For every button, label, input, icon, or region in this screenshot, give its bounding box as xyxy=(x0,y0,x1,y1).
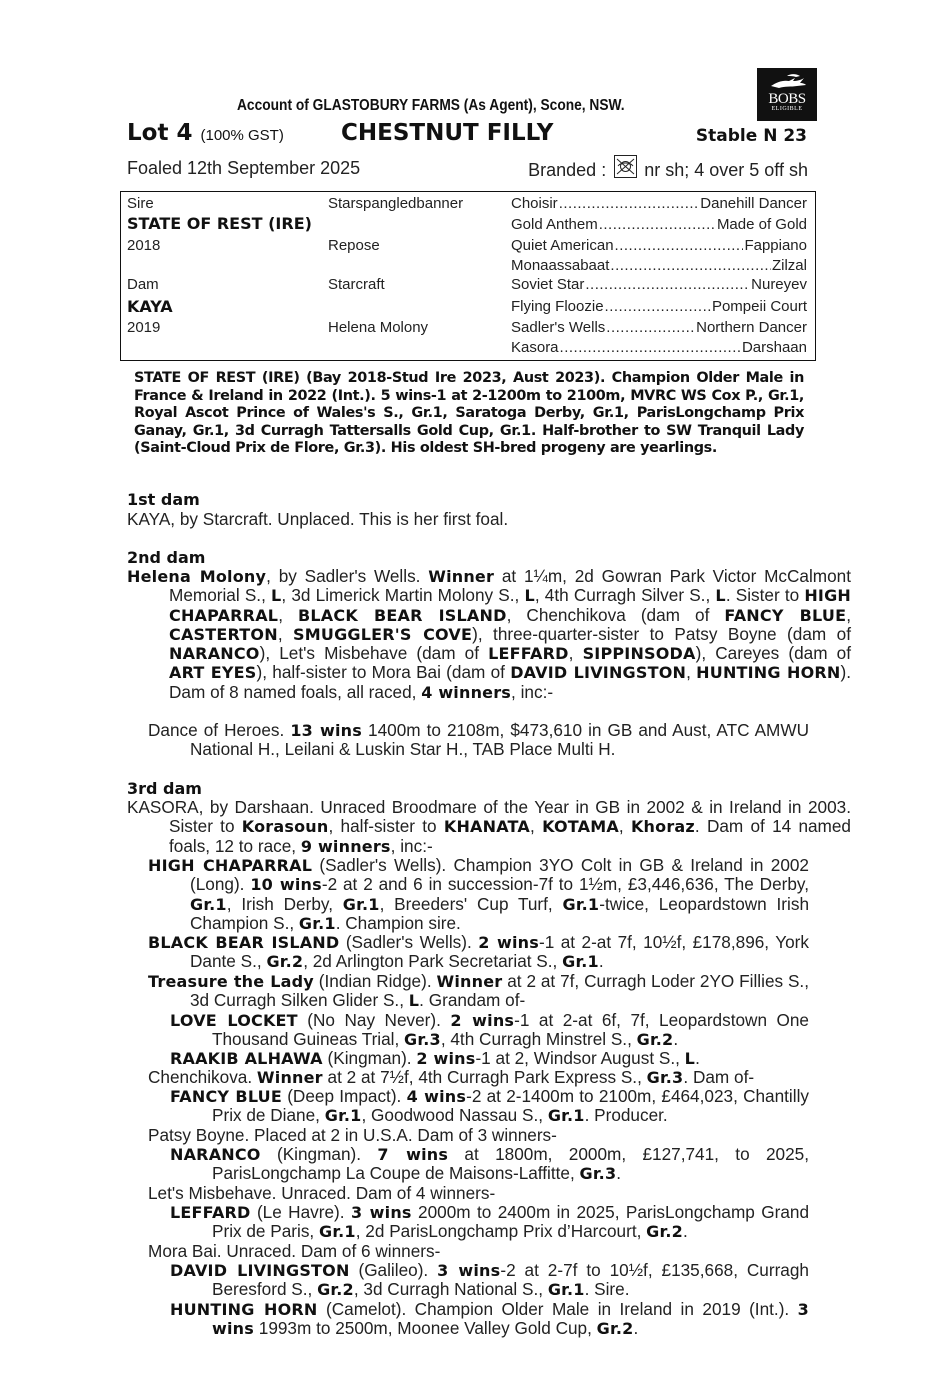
grand-right: Danehill Dancer xyxy=(700,195,807,212)
produce-entry: Treasure the Lady (Indian Ridge). Winner at 2 at 7f, Curragh Loder 2YO Fillies S., 3d Curragh Silken Glider S., L. Grandam of- xyxy=(148,971,809,1011)
sire-sire: Starspangledbanner xyxy=(328,195,464,212)
first-dam-text: KAYA, by Starcraft. Unplaced. This is her first foal. xyxy=(127,509,509,529)
grand-right: Made of Gold xyxy=(716,216,807,233)
grand-right: Darshaan xyxy=(741,339,807,356)
second-dam-text: Helena Molony, by Sadler's Wells. Winner at 1¼m, 2d Gowran Park Victor McCalmont Memorial S., L, 3d Limerick Martin Molony S., L, 4th Curragh Silver S., L. Sister to HIGH CHAPARRAL, BLACK BEAR ISLAND, Chenchikova (dam of FANCY BLUE, CASTERTON, SMUGGLER'S COVE), three-quarter-sister to Patsy Boyne (dam of NARANCO), Let's Misbehave (dam of LEFFARD, SIPPINSODA), Careyes (dam of ART EYES), half-sister to Mora Bai (dam of DAVID LIVINGSTON, HUNTING HORN). Dam of 8 named foals, all raced, 4 winners, inc:- xyxy=(127,566,852,702)
produce-entry: Mora Bai. Unraced. Dam of 6 winners- xyxy=(148,1241,441,1261)
grandparent-row xyxy=(511,195,807,212)
grandparent-row xyxy=(511,298,807,315)
produce-entry: BLACK BEAR ISLAND (Sadler's Wells). 2 wins-1 at 2-at 7f, 10½f, £178,896, York Dante S., Gr.2, 2d Arlington Park Secretariat S., Gr.1. xyxy=(148,932,809,972)
sire-label: Sire xyxy=(127,195,154,212)
dam-name: KAYA xyxy=(127,297,173,316)
grandparent-row xyxy=(511,237,807,254)
horse-head-icon xyxy=(767,72,807,92)
stable-location: Stable N 23 xyxy=(695,126,807,146)
lot-header xyxy=(127,120,809,150)
branded-text: nr sh; 4 over 5 off sh xyxy=(644,160,808,180)
grand-right: Fappiano xyxy=(744,237,807,254)
grand-right: Nureyev xyxy=(751,276,807,293)
grandparent-row xyxy=(511,257,807,274)
vendor-account: Account of GLASTOBURY FARMS (As Agent), Scone, NSW. xyxy=(237,97,625,114)
dam-year: 2019 xyxy=(127,319,161,336)
dam-sire: Starcraft xyxy=(328,276,385,293)
dam-dam: Helena Molony xyxy=(328,319,429,336)
logo-text: BOBS xyxy=(768,91,806,107)
bobs-eligible-logo xyxy=(757,68,817,121)
branded-label: Branded : xyxy=(528,160,607,180)
branding xyxy=(528,155,808,181)
grand-left: Sadler's Wells xyxy=(511,319,606,336)
produce-entry: LEFFARD (Le Havre). 3 wins 2000m to 2400m in 2025, ParisLongchamp Grand Prix de Paris, Gr.1, 2d ParisLongchamp Prix d’Harcourt, Gr.2. xyxy=(170,1202,810,1242)
foaled-date: Foaled 12th September 2025 xyxy=(127,158,361,178)
grand-left: Choisir xyxy=(511,195,558,212)
lot-label: Lot 4 xyxy=(127,120,193,146)
produce-entry: Patsy Boyne. Placed at 2 in U.S.A. Dam of 3 winners- xyxy=(148,1125,557,1145)
third-dam-heading: 3rd dam xyxy=(127,779,202,798)
grandparent-row xyxy=(511,319,807,336)
grandparent-row xyxy=(511,276,807,293)
grand-left: Gold Anthem xyxy=(511,216,598,233)
grand-right: Pompeii Court xyxy=(711,298,807,315)
grand-right: Zilzal xyxy=(771,257,807,274)
produce-entry: Chenchikova. Winner at 2 at 7½f, 4th Curragh Park Express S., Gr.3. Dam of- xyxy=(148,1067,755,1087)
sire-dam: Repose xyxy=(328,237,380,254)
produce-entry: Let's Misbehave. Unraced. Dam of 4 winners- xyxy=(148,1183,496,1203)
sire-name: STATE OF REST (IRE) xyxy=(127,214,312,233)
dam-name: Helena Molony xyxy=(127,567,267,586)
produce-entry: NARANCO (Kingman). 7 wins at 1800m, 2000m, £127,741, to 2025, ParisLongchamp La Coupe de Maisons-Laffitte, Gr.3. xyxy=(170,1144,810,1184)
pedigree-table xyxy=(120,191,816,361)
grand-right: Northern Dancer xyxy=(696,319,807,336)
horse-description: CHESTNUT FILLY xyxy=(341,120,554,146)
first-dam-heading: 1st dam xyxy=(127,490,200,509)
brand-mark-icon xyxy=(614,155,637,178)
sire-year: 2018 xyxy=(127,237,161,254)
grand-left: Kasora xyxy=(511,339,559,356)
grand-left: Flying Floozie xyxy=(511,298,604,315)
grandparent-row xyxy=(511,216,807,233)
progeny-entry: Dance of Heroes. 13 wins 1400m to 2108m, $473,610 in GB and Aust, ATC AMWU National H., Leilani & Luskin Star H., TAB Place Multi H. xyxy=(148,720,809,760)
produce-entry: FANCY BLUE (Deep Impact). 4 wins-2 at 2-1400m to 2100m, £464,023, Chantilly Prix de Diane, Gr.1, Goodwood Nassau S., Gr.1. Producer. xyxy=(170,1086,809,1126)
produce-entry: HIGH CHAPARRAL (Sadler's Wells). Champion 3YO Colt in GB & Ireland in 2002 (Long). 10 wins-2 at 2 and 6 in succession-7f to 1½m, £3,446,636, The Derby, Gr.1, Irish Derby, Gr.1, Breeders' Cup Turf, Gr.1-twice, Leopardstown Irish Champion S., Gr.1. Champion sire. xyxy=(148,855,810,933)
grand-left: Soviet Star xyxy=(511,276,585,293)
produce-entry: LOVE LOCKET (No Nay Never). 2 wins-1 at 2-at 6f, 7f, Leopardstown One Thousand Guineas Trial, Gr.3, 4th Curragh Minstrel S., Gr.2. xyxy=(170,1010,809,1050)
second-dam-heading: 2nd dam xyxy=(127,548,206,567)
grand-left: Monaassabaat xyxy=(511,257,610,274)
third-dam-text: KASORA, by Darshaan. Unraced Broodmare of the Year in GB in 2002 & in Ireland in 2003. Sister to Korasoun, half-sister to KHANATA, KOTAMA, Khoraz. Dam of 14 named foals, 12 to race, 9 winners, inc:- xyxy=(127,797,851,856)
lot-number xyxy=(127,120,284,146)
grandparent-row xyxy=(511,339,807,356)
logo-subtext: ELIGIBLE xyxy=(771,106,803,112)
produce-entry: DAVID LIVINGSTON (Galileo). 3 wins-2 at 2-7f to 10½f, £135,668, Curragh Beresford S., Gr.2, 3d Curragh National S., Gr.1. Sire. xyxy=(170,1260,809,1300)
grand-left: Quiet American xyxy=(511,237,614,254)
produce-entry: HUNTING HORN (Camelot). Champion Older Male in Ireland in 2019 (Int.). 3 wins 1993m to 2500m, Moonee Valley Gold Cup, Gr.2. xyxy=(170,1299,809,1339)
sire-bio: STATE OF REST (IRE) (Bay 2018-Stud Ire 2023, Aust 2023). Champion Older Male in France & Ireland in 2022 (Int.). 5 wins-1 at 2-1200m to 2100m, MVRC WS Cox P., Gr.1, Royal Ascot Prince of Wales's S., Gr.1, Saratoga Derby, Gr.1, ParisLongchamp Prix Ganay, Gr.1, 3d Curragh Tattersalls Gold Cup, Gr.1. Half-brother to SW Tranquil Lady (Saint-Cloud Prix de Flore, Gr.3). His oldest SH-bred progeny are yearlings. xyxy=(134,370,804,456)
produce-entry: RAAKIB ALHAWA (Kingman). 2 wins-1 at 2, Windsor August S., L. xyxy=(170,1048,700,1068)
dam-label: Dam xyxy=(127,276,159,293)
gst-note: (100% GST) xyxy=(200,127,284,144)
